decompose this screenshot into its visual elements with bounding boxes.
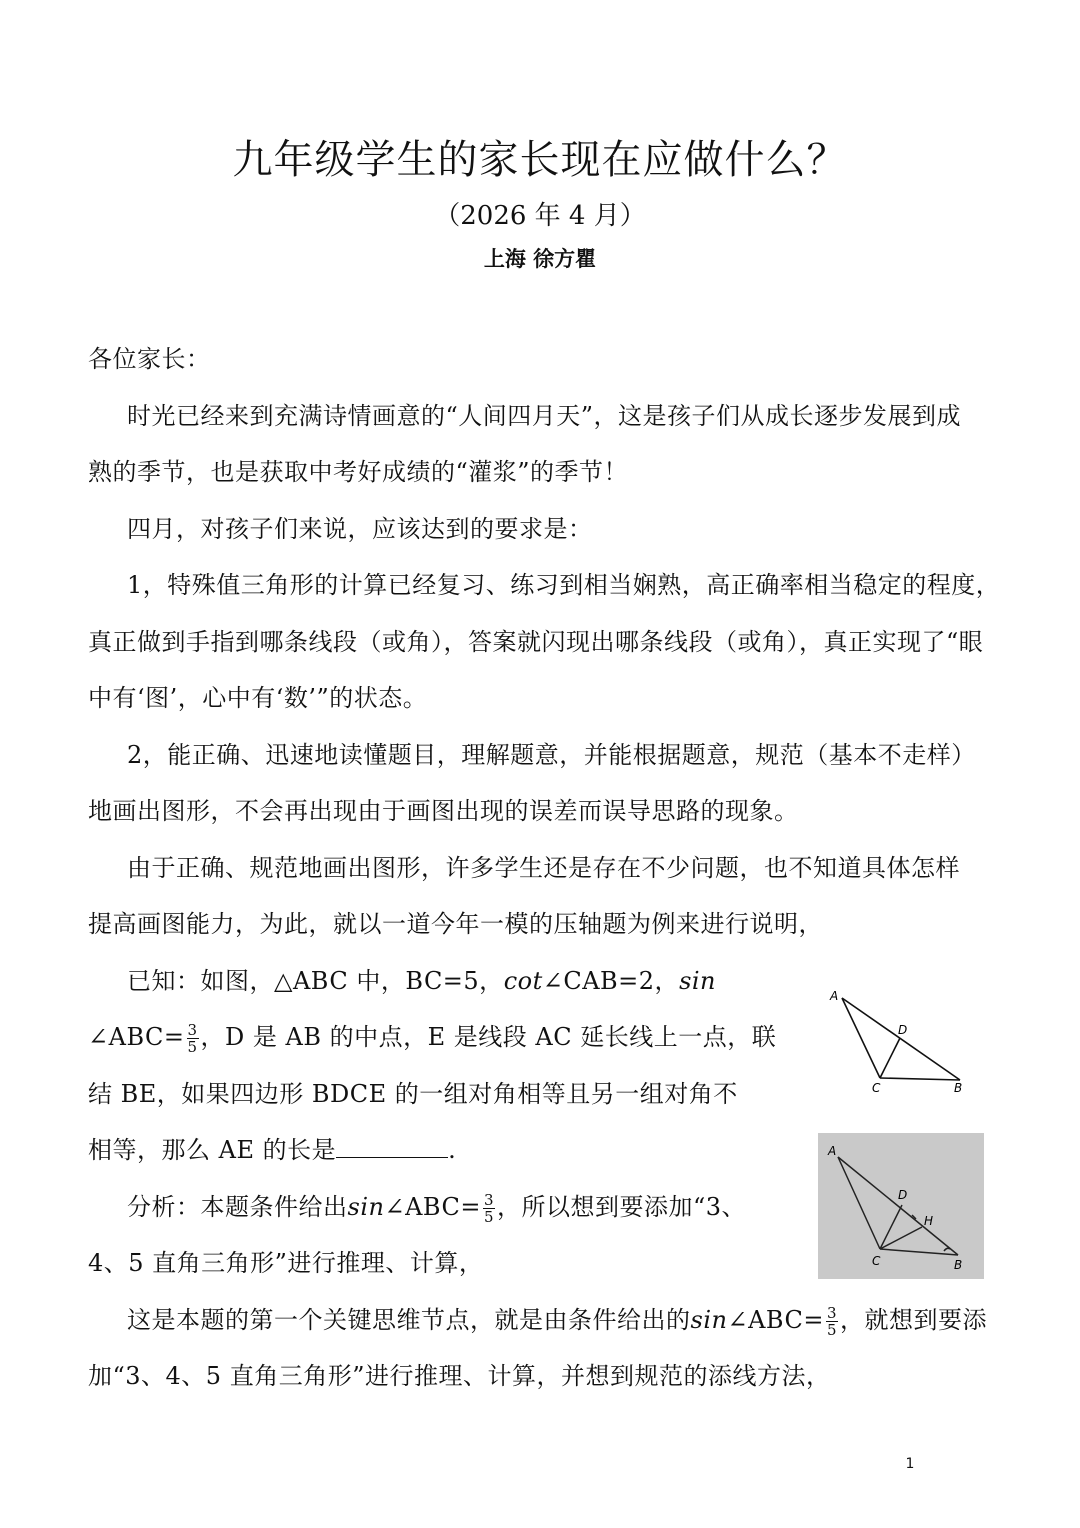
angle-mark [944, 1248, 950, 1251]
sin-symbol: sin [679, 967, 717, 995]
sin-symbol: sin [347, 1193, 385, 1221]
problem-text: 已知：如图，△ABC 中，BC=5， [127, 967, 504, 995]
paragraph-2: 四月，对孩子们来说，应该达到的要求是： [127, 515, 593, 543]
problem-text: ∠CAB=2， [542, 967, 680, 995]
paragraph-text: ，就想到要添 [840, 1306, 987, 1334]
paragraph-6-line-2: 加“3、4、5 直角三角形”进行推理、计算，并想到规范的添线方法， [88, 1362, 831, 1390]
fraction-3-5: $\frac{3}{5}$ [187, 1021, 198, 1056]
problem-line-4 [88, 1133, 456, 1167]
analysis-line-1 [127, 1190, 746, 1225]
answer-blank [336, 1135, 448, 1158]
paragraph-5-line-1: 由于正确、规范地画出图形，许多学生还是存在不少问题，也不知道具体怎样 [127, 854, 960, 882]
paragraph-4-line-1: 2，能正确、迅速地读懂题目，理解题意，并能根据题意，规范（基本不走样） [127, 741, 976, 769]
paragraph-3-line-1: 1，特殊值三角形的计算已经复习、练习到相当娴熟，高正确率相当稳定的程度， [127, 571, 1001, 599]
problem-line-1 [127, 964, 716, 998]
segment-ac [838, 1157, 880, 1249]
problem-line-2 [88, 1020, 776, 1055]
problem-text: ，D 是 AB 的中点，E 是线段 AC 延长线上一点，联 [200, 1023, 777, 1051]
segment-ac [842, 998, 880, 1078]
sin-symbol: sin [690, 1306, 728, 1334]
paragraph-1-line-1: 时光已经来到充满诗情画意的“人间四月天”，这是孩子们从成长逐步发展到成 [127, 402, 962, 430]
date-line: （2026 年 4 月） [434, 201, 646, 231]
label-c: C [872, 1254, 881, 1268]
label-h: H [924, 1214, 934, 1228]
label-b: B [954, 1081, 963, 1095]
segment-ab [842, 998, 960, 1080]
author-line: 上海 徐方瞿 [483, 247, 597, 271]
problem-text: 相等，那么 AE 的长是 [88, 1136, 337, 1164]
greeting: 各位家长： [88, 345, 211, 373]
analysis-text: 分析：本题条件给出 [127, 1193, 348, 1221]
paragraph-4-line-2: 地画出图形，不会再出现由于画图出现的误差而误导思路的现象。 [88, 797, 799, 825]
segment-cb [880, 1078, 960, 1080]
analysis-text: ，所以想到要添加“3、 [497, 1193, 747, 1221]
problem-text: ∠ABC= [88, 1023, 185, 1051]
segment-cd [880, 1038, 900, 1078]
triangle-figure-1 [820, 986, 980, 1096]
label-c: C [872, 1081, 881, 1095]
analysis-line-2: 4、5 直角三角形”进行推理、计算， [88, 1249, 484, 1277]
segment-cb [880, 1249, 958, 1255]
cot-symbol: cot [503, 967, 543, 995]
label-d: D [898, 1023, 908, 1037]
paragraph-5-line-2: 提高画图能力，为此，就以一道今年一模的压轴题为例来进行说明， [88, 910, 823, 938]
paragraph-3-line-3: 中有‘图’，心中有‘数’”的状态。 [88, 684, 428, 712]
fraction-3-5: $\frac{3}{5}$ [483, 1191, 494, 1226]
label-a: A [830, 989, 839, 1003]
paragraph-text: ∠ABC= [727, 1306, 824, 1334]
paragraph-1-line-2: 熟的季节，也是获取中考好成绩的“灌浆”的季节！ [88, 458, 629, 486]
page-number: 1 [905, 1456, 915, 1472]
page-title: 九年级学生的家长现在应做什么？ [232, 137, 848, 183]
fraction-3-5: $\frac{3}{5}$ [826, 1304, 837, 1339]
paragraph-3-line-2: 真正做到手指到哪条线段（或角），答案就闪现出哪条线段（或角），真正实现了“眼 [88, 628, 984, 656]
problem-line-3: 结 BE，如果四边形 BDCE 的一组对角相等且另一组对角不 [88, 1080, 738, 1108]
paragraph-text: 这是本题的第一个关键思维节点，就是由条件给出的 [127, 1306, 691, 1334]
label-a: A [828, 1144, 837, 1158]
analysis-text: ∠ABC= [384, 1193, 481, 1221]
label-d: D [898, 1188, 908, 1202]
problem-text: . [448, 1136, 457, 1164]
paragraph-6-line-1 [127, 1303, 987, 1338]
triangle-figure-2 [818, 1133, 984, 1279]
label-b: B [954, 1258, 963, 1272]
